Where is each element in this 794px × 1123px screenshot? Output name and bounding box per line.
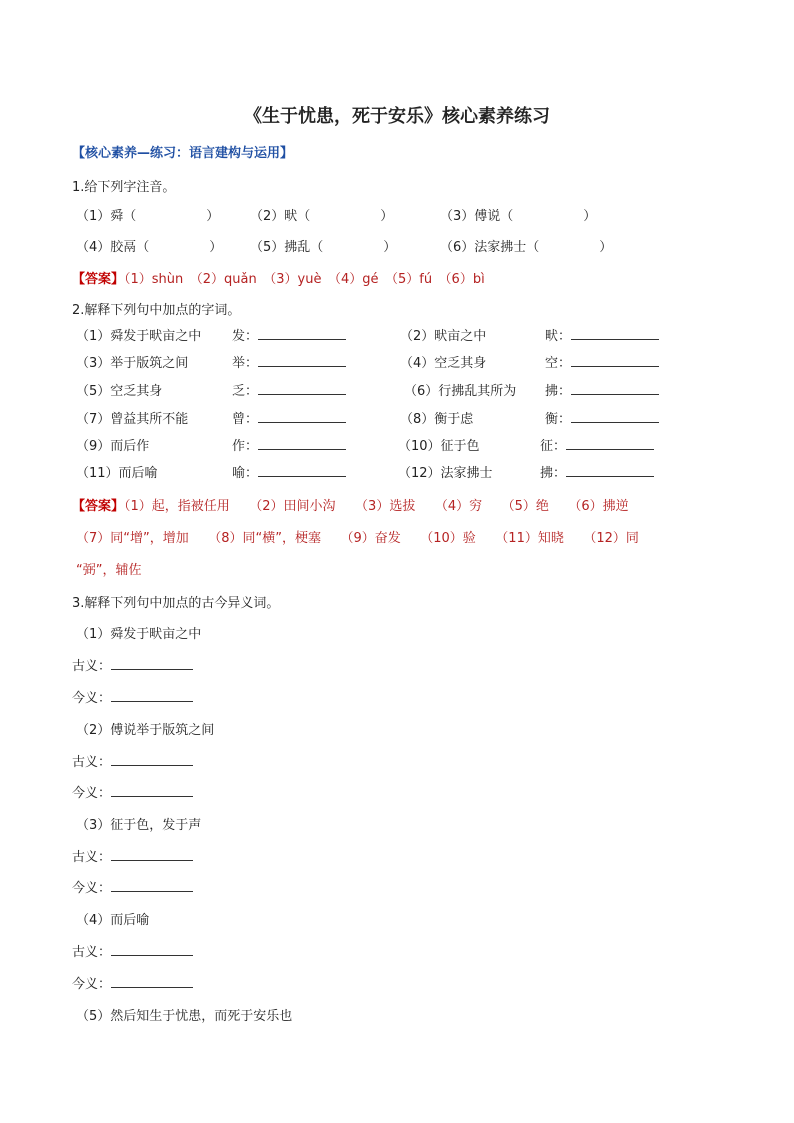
q2-prompt: 2.解释下列句中加点的字词。 <box>72 303 241 318</box>
q2-item: （12）法家拂士 <box>398 466 493 481</box>
q2-item: （10）征于色 <box>398 439 480 454</box>
q2-item: （9）而后作 <box>76 439 150 454</box>
q3-item: （3）征于色，发于声 <box>76 818 202 833</box>
q2-item: （5）空乏其身 <box>76 384 163 399</box>
q2-item-char: 征： <box>540 439 654 455</box>
section-header: 【核心素养—练习：语言建构与运用】 <box>72 146 294 161</box>
q3-gu-line: 古义： <box>72 945 193 961</box>
q1-item-4: （4）胶鬲（ ） <box>76 240 223 255</box>
q3-gu-line: 古义： <box>72 850 193 866</box>
q3-jin-line: 今义： <box>72 977 193 993</box>
q2-item-char: 拂： <box>545 384 659 400</box>
q2-item: （7）曾益其所不能 <box>76 412 189 427</box>
q2-item: （1）舜发于畎亩之中 <box>76 329 202 344</box>
q2-item-char: 喻： <box>232 466 346 482</box>
q2-answer-line-3: “弼”，辅佐 <box>76 563 142 578</box>
q3-item: （1）舜发于畎亩之中 <box>76 627 202 642</box>
q2-item-char: 衡： <box>545 412 659 428</box>
q2-item-char: 乏： <box>232 384 346 400</box>
q2-item-char: 畎： <box>545 329 659 345</box>
q2-answer-line-1 <box>72 499 629 515</box>
q1-answer <box>72 272 485 288</box>
q1-item-3: （3）傅说（ ） <box>440 209 597 224</box>
page-title: 《生于忧患，死于安乐》核心素养练习 <box>244 106 550 127</box>
q1-item-1: （1）舜（ ） <box>76 209 220 224</box>
q1-item-2: （2）畎（ ） <box>250 209 394 224</box>
q2-item-char: 空： <box>545 356 659 372</box>
q3-prompt: 3.解释下列句中加点的古今异义词。 <box>72 596 280 611</box>
q3-gu-line: 古义： <box>72 755 193 771</box>
q3-item: （2）傅说举于版筑之间 <box>76 723 215 738</box>
answer-text: （1）起，指被任用 （2）田间小沟 （3）选拔 （4）穷 （5）绝 （6）拂逆 <box>124 499 629 514</box>
q2-item: （11）而后喻 <box>76 466 158 481</box>
q2-answer-line-2: （7）同“增”，增加 （8）同“横”，梗塞 （9）奋发 （10）验 （11）知晓 （12）同 <box>76 531 639 546</box>
q3-item: （5）然后知生于忧患，而死于安乐也 <box>76 1009 293 1024</box>
q3-gu-line: 古义： <box>72 659 193 675</box>
answer-label: 【答案】 <box>72 499 125 514</box>
q1-item-5: （5）拂乱（ ） <box>250 240 397 255</box>
q2-item-char: 作： <box>232 439 346 455</box>
q2-item: （8）衡于虑 <box>400 412 474 427</box>
q2-item: （6）行拂乱其所为 <box>404 384 517 399</box>
answer-label: 【答案】 <box>72 272 125 287</box>
q3-jin-line: 今义： <box>72 881 193 897</box>
answer-text: （1）shùn （2）quǎn （3）yuè （4）gé （5）fú （6）bì <box>124 272 485 287</box>
q2-item-char: 拂： <box>540 466 654 482</box>
q2-item-char: 曾： <box>232 412 346 428</box>
q3-item: （4）而后喻 <box>76 913 150 928</box>
q3-jin-line: 今义： <box>72 786 193 802</box>
q1-item-6: （6）法家拂士（ ） <box>440 240 613 255</box>
q3-jin-line: 今义： <box>72 691 193 707</box>
q2-item-char: 举： <box>232 356 346 372</box>
q1-prompt: 1.给下列字注音。 <box>72 180 176 195</box>
q2-item: （2）畎亩之中 <box>400 329 487 344</box>
q2-item: （4）空乏其身 <box>400 356 487 371</box>
q2-item-char: 发： <box>232 329 346 345</box>
q2-item: （3）举于版筑之间 <box>76 356 189 371</box>
